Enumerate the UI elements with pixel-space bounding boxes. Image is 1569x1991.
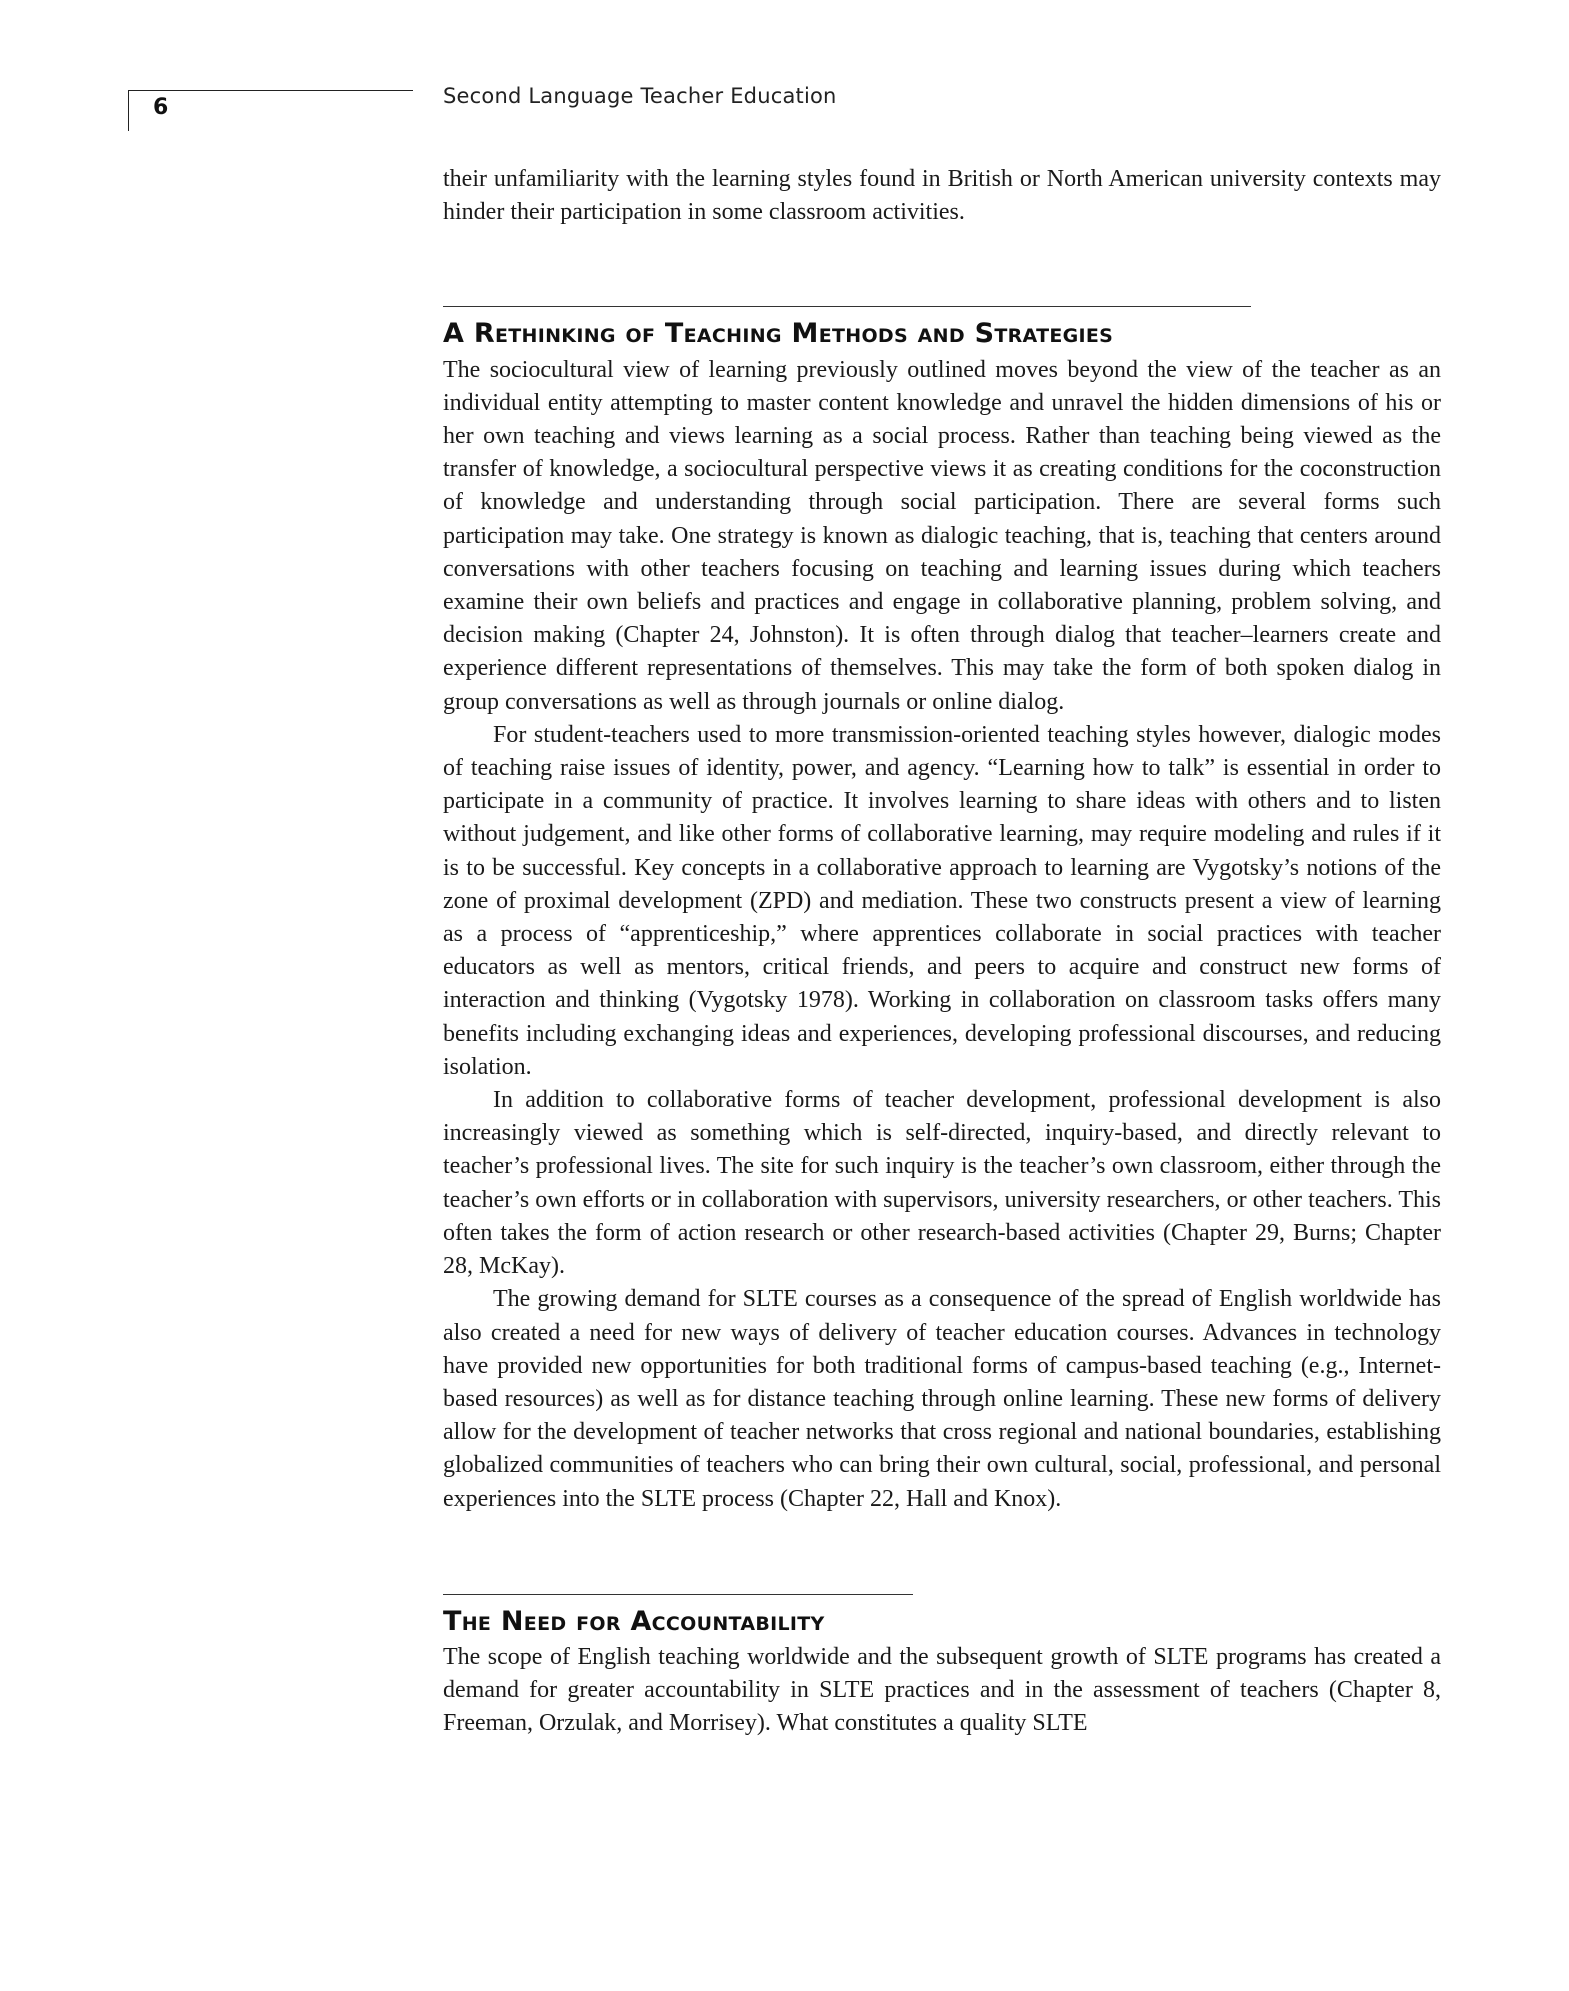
page-number: 6 — [153, 95, 169, 120]
paragraph: The growing demand for SLTE courses as a consequence of the spread of English worldwide has also created a need for new ways of delivery of teacher education courses. Advances in technology have provided new opportunities for both traditional forms of campus-based teaching (e.g., Internet-based resources) as well as for distance teaching through online learning. These new forms of delivery allow for the development of teacher networks that cross regional and national boundaries, establishing globalized communities of teachers who can bring their own cultural, social, professional, and personal experiences into the SLTE process (Chapter 22, Hall and Knox). — [443, 1286, 1441, 1512]
section-heading-rethinking: A Rethinking of Teaching Methods and Strategies — [443, 318, 1114, 350]
body-text — [443, 163, 1441, 1741]
section-heading-accountability: The Need for Accountability — [443, 1605, 825, 1637]
paragraph: The sociocultural view of learning previously outlined moves beyond the view of the teacher as an individual entity attempting to master content knowledge and unravel the hidden dimensions of his or her own teaching and views learning as a social process. Rather than teaching being viewed as the transfer of knowledge, a sociocultural perspective views it as creating conditions for the coconstruction of knowledge and understanding through social participation. There are several forms such participation may take. One strategy is known as dialogic teaching, that is, teaching that centers around conversations with other teachers focusing on teaching and learning issues during which teachers examine their own beliefs and practices and engage in collaborative planning, problem solving, and decision making (Chapter 24, Johnston). It is often through dialog that teacher–learners create and experience different representations of themselves. This may take the form of both spoken dialog in group conversations as well as through journals or online dialog. — [443, 356, 1441, 715]
running-head: Second Language Teacher Education — [443, 84, 837, 108]
section-divider — [443, 306, 1251, 307]
opening-paragraph: their unfamiliarity with the learning styles found in British or North American university contexts may hinder their participation in some classroom activities. — [443, 166, 1441, 226]
section-divider — [443, 1594, 913, 1595]
page-number-box — [128, 90, 413, 131]
paragraph: In addition to collaborative forms of teacher development, professional development is also increasingly viewed as something which is self-directed, inquiry-based, and directly relevant to teacher’s professional lives. The site for such inquiry is the teacher’s own classroom, either through the teacher’s own efforts or in collaboration with supervisors, university researchers, or other teachers. This often takes the form of action research or other research-based activities (Chapter 29, Burns; Chapter 28, McKay). — [443, 1087, 1441, 1280]
paragraph: For student-teachers used to more transmission-oriented teaching styles however, dialogic modes of teaching raise issues of identity, power, and agency. “Learning how to talk” is essential in order to participate in a community of practice. It involves learning to share ideas with others and to listen without judgement, and like other forms of collaborative learning, may require modeling and rules if it is to be successful. Key concepts in a collaborative approach to learning are Vygotsky’s notions of the zone of proximal development (ZPD) and mediation. These two constructs present a view of learning as a process of “apprenticeship,” where apprentices collaborate in social practices with teacher educators as well as mentors, critical friends, and peers to acquire and construct new forms of interaction and thinking (Vygotsky 1978). Working in collaboration on classroom tasks offers many benefits including exchanging ideas and experiences, developing professional discourses, and reducing isolation. — [443, 721, 1441, 1080]
paragraph: The scope of English teaching worldwide and the subsequent growth of SLTE programs has created a demand for greater accountability in SLTE practices and in the assessment of teachers (Chapter 8, Freeman, Orzulak, and Morrisey). What constitutes a quality SLTE — [443, 1643, 1441, 1737]
